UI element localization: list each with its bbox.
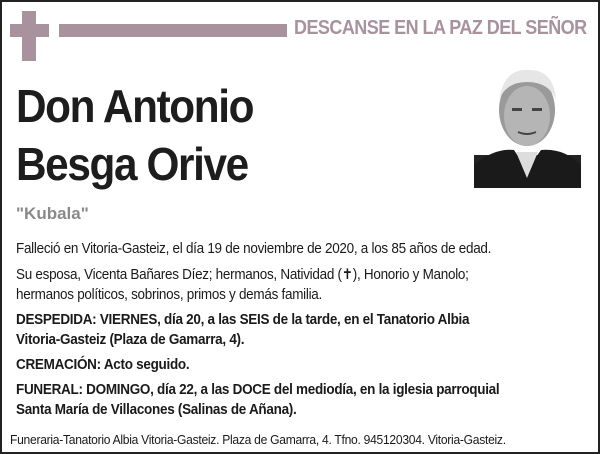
funeral-text-1: FUNERAL: DOMINGO, día 22, a las DOCE del mediodía, en la iglesia parroquial <box>16 382 500 398</box>
name-line-1: Don Antonio <box>16 80 254 132</box>
header-title: DESCANSE EN LA PAZ DEL SEÑOR <box>294 17 587 39</box>
funeral-text-2: Santa María de Villacones (Salinas de Añana). <box>16 402 297 418</box>
death-text: Falleció en Vitoria-Gasteiz, el día 19 de noviembre de 2020, a los 85 años de edad. <box>16 241 492 257</box>
footer-funeral-home: Funeraria-Tanatorio Albia Vitoria-Gasteiz. Plaza de Gamarra, 4. Tfno. 945120304. Vitoria-Gasteiz. <box>10 432 506 447</box>
cremation-text: CREMACIÓN: Acto seguido. <box>16 357 190 373</box>
portrait-photo <box>474 60 581 188</box>
header-divider-bar <box>59 24 287 37</box>
family-text-2: hermanos políticos, sobrinos, primos y demás familia. <box>16 287 322 303</box>
farewell-text-1: DESPEDIDA: VIERNES, día 20, a las SEIS de la tarde, en el Tanatorio Albia <box>16 312 470 328</box>
farewell-text-2: Vitoria-Gasteiz (Plaza de Gamarra, 4). <box>16 332 245 348</box>
nickname: "Kubala" <box>16 204 89 223</box>
family-text-1: Su esposa, Vicenta Bañares Díez; hermanos, Natividad (✝), Honorio y Manolo; <box>16 267 469 283</box>
name-line-2: Besga Orive <box>16 138 248 190</box>
